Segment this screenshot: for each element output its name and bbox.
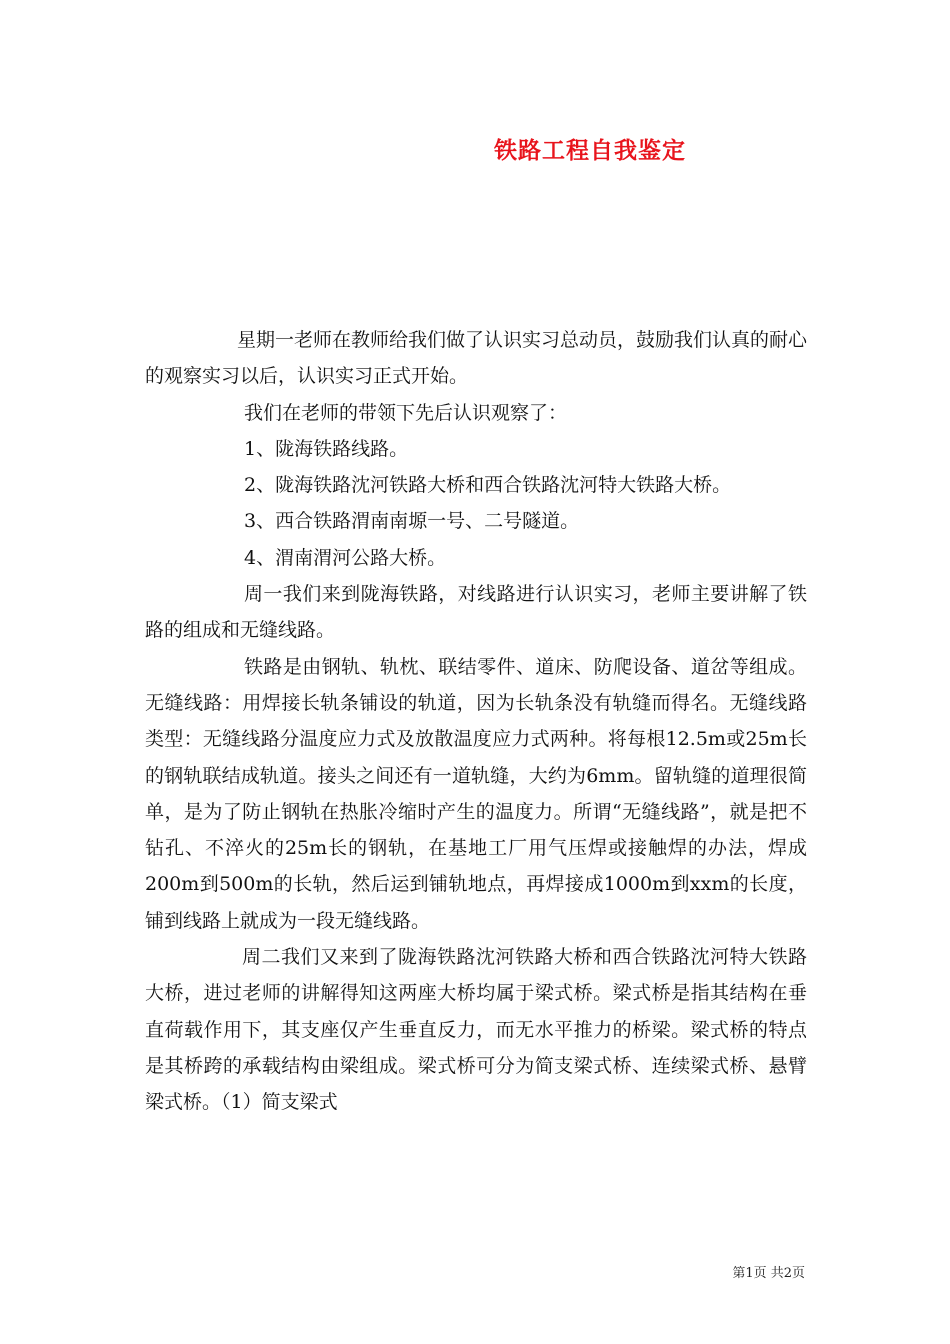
page-number: 第1页 共2页 bbox=[732, 1266, 805, 1281]
paragraph-monday: 周一我们来到陇海铁路，对线路进行认识实习，老师主要讲解了铁路的组成和无缝线路。 bbox=[145, 583, 807, 642]
paragraph-list-intro: 我们在老师的带领下先后认识观察了： bbox=[244, 401, 568, 424]
list-item: 4、渭南渭河公路大桥。 bbox=[244, 546, 447, 569]
document-title: 铁路工程自我鉴定 bbox=[494, 137, 686, 164]
paragraph-railway-composition: 铁路是由钢轨、轨枕、联结零件、道床、防爬设备、道岔等组成。无缝线路：用焊接长轨条铺设的轨道，因为长轨条没有轨缝而得名。无缝线路类型：无缝线路分温度应力式及放散温度应力式两种。将每根12.5m或25m长的钢轨联结成轨道。接头之间还有一道轨缝，大约为6mm。留轨缝的道理很简单，是为了防止钢轨在热胀冷缩时产生的温度力。所谓“无缝线路”，就是把不钻孔、不淬火的25m长的钢轨，在基地工厂用气压焊或接触焊的办法，焊成200m到500m的长轨，然后运到铺轨地点，再焊接成1000m到xxm的长度，铺到线路上就成为一段无缝线路。 bbox=[145, 655, 807, 932]
paragraph-intro: 星期一老师在教师给我们做了认识实习总动员，鼓励我们认真的耐心的观察实习以后，认识实习正式开始。 bbox=[145, 329, 808, 388]
list-item: 1、陇海铁路线路。 bbox=[244, 437, 409, 460]
list-item: 3、西合铁路渭南南塬一号、二号隧道。 bbox=[244, 510, 580, 533]
list-item: 2、陇海铁路沈河铁路大桥和西合铁路沈河特大铁路大桥。 bbox=[244, 474, 732, 497]
document-body bbox=[145, 322, 807, 1121]
paragraph-tuesday: 周二我们又来到了陇海铁路沈河铁路大桥和西合铁路沈河特大铁路大桥，进过老师的讲解得知这两座大桥均属于梁式桥。梁式桥是指其结构在垂直荷载作用下，其支座仅产生垂直反力，而无水平推力的桥梁。梁式桥的特点是其桥跨的承载结构由梁组成。梁式桥可分为简支梁式桥、连续梁式桥、悬臂梁式桥。（1）简支梁式 bbox=[145, 946, 807, 1114]
